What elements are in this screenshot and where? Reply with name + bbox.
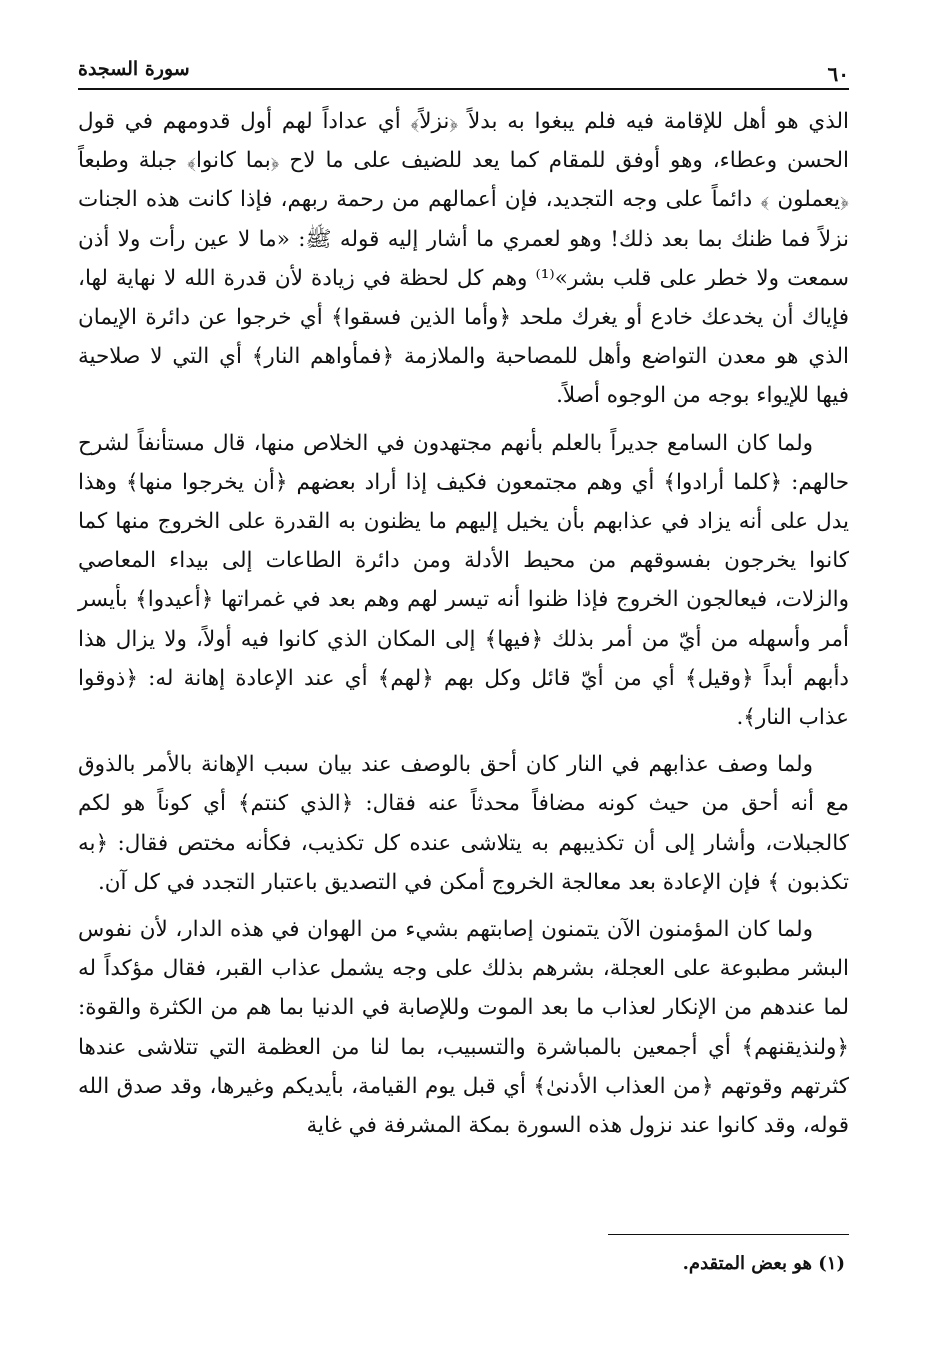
paragraph-2: ولما كان السامع جديراً بالعلم بأنهم مجتهدون في الخلاص منها، قال مستأنفاً لشرح حالهم: ﴿كلما أرادوا﴾ أي وهم مجتمعون فكيف إذا أراد بعضهم ﴿أن يخرجوا منها﴾ وهذا يدل على أنه يزاد في عذابهم بأن يخيل إليهم ما يظنون به القدرة على الخروج منها كما كانوا يخرجون بفسوقهم من محيط الأدلة ومن دائرة الطاعات إلى بيداء المعاصي والزلات، فيعالجون الخروج فإذا ظنوا أنه تيسر لهم وهم بعد في غمراتها ﴿أعيدوا﴾ بأيسر أمر وأسهله من أيّ من أمر بذلك ﴿فيها﴾ إلى المكان الذي كانوا فيه أولاً، ولا يزال هذا دأبهم أبداً ﴿وقيل﴾ أي من أيّ قائل وكل بهم ﴿لهم﴾ أي عند الإعادة إهانة له: ﴿ذوقوا عذاب النار﴾. [78, 430, 849, 731]
footnote-divider [608, 1234, 849, 1235]
footnote: (١) هو بعض المتقدم. [682, 1253, 845, 1274]
paragraph-3: ولما وصف عذابهم في النار كان أحق بالوصف عند بيان سبب الإهانة بالأمر بالذوق مع أنه أحق من حيث كونه مضافاً محدثاً عنه فقال: ﴿الذي كنتم﴾ أي كوناً هو لكم كالجبلات، وأشار إلى أن تكذيبهم به يتلاشى عنده كل تكذيب، فكأنه مختص فقال: ﴿به تكذبون ﴾ فإن الإعادة بعد معالجة الخروج أمكن في التصديق باعتبار التجدد في كل آن. [78, 752, 849, 895]
surah-title: سورة السجدة [78, 58, 190, 80]
paragraph-4: ولما كان المؤمنون الآن يتمنون إصابتهم بشيء من الهوان في هذه الدار، لأن نفوس البشر مطبوعة على العجلة، بشرهم بذلك على وجه يشمل عذاب القبر، فقال مؤكداً له لما عندهم من الإنكار لعذاب ما بعد الموت وللإصابة في الدنيا بما هم من الكثرة والقوة: ﴿ولنذيقنهم﴾ أي أجمعين بالمباشرة والتسبيب، بما لنا من العظمة التي تتلاشى عندها كثرتهم وقوتهم ﴿من العذاب الأدنىٰ﴾ أي قبل يوم القيامة، بأيديكم وغيرها، وقد صدق الله قوله، وقد كانوا عند نزول هذه السورة بمكة المشرفة في غاية [78, 917, 849, 1139]
body-text [78, 102, 849, 1153]
page-header [78, 56, 849, 90]
page-number: ٦٠ [827, 62, 849, 86]
header-divider [78, 88, 849, 90]
paragraph-1: الذي هو أهل للإقامة فيه فلم يبغوا به بدلاً ﴿نزلاً﴾ أي عداداً لهم أول قدومهم في قول الحسن وعطاء، وهو أوفق للمقام كما يعد للضيف على ما لاح ﴿بما كانوا﴾ جبلة وطبعاً ﴿يعملون ﴾ دائماً على وجه التجديد، فإن أعمالهم من رحمة ربهم، فإذا كانت هذه الجنات نزلاً فما ظنك بما بعد ذلك! وهو لعمري ما أشار إليه قوله ﷺ: «ما لا عين رأت ولا أذن سمعت ولا خطر على قلب بشر»⁽¹⁾ وهم كل لحظة في زيادة لأن قدرة الله لا نهاية لها، فإياك أن يخدعك خادع أو يغرك ملحد ﴿وأما الذين فسقوا﴾ أي خرجوا عن دائرة الإيمان الذي هو معدن التواضع وأهل للمصاحبة والملازمة ﴿فمأواهم النار﴾ أي التي لا صلاحية فيها للإيواء بوجه من الوجوه أصلاً. [78, 109, 849, 409]
